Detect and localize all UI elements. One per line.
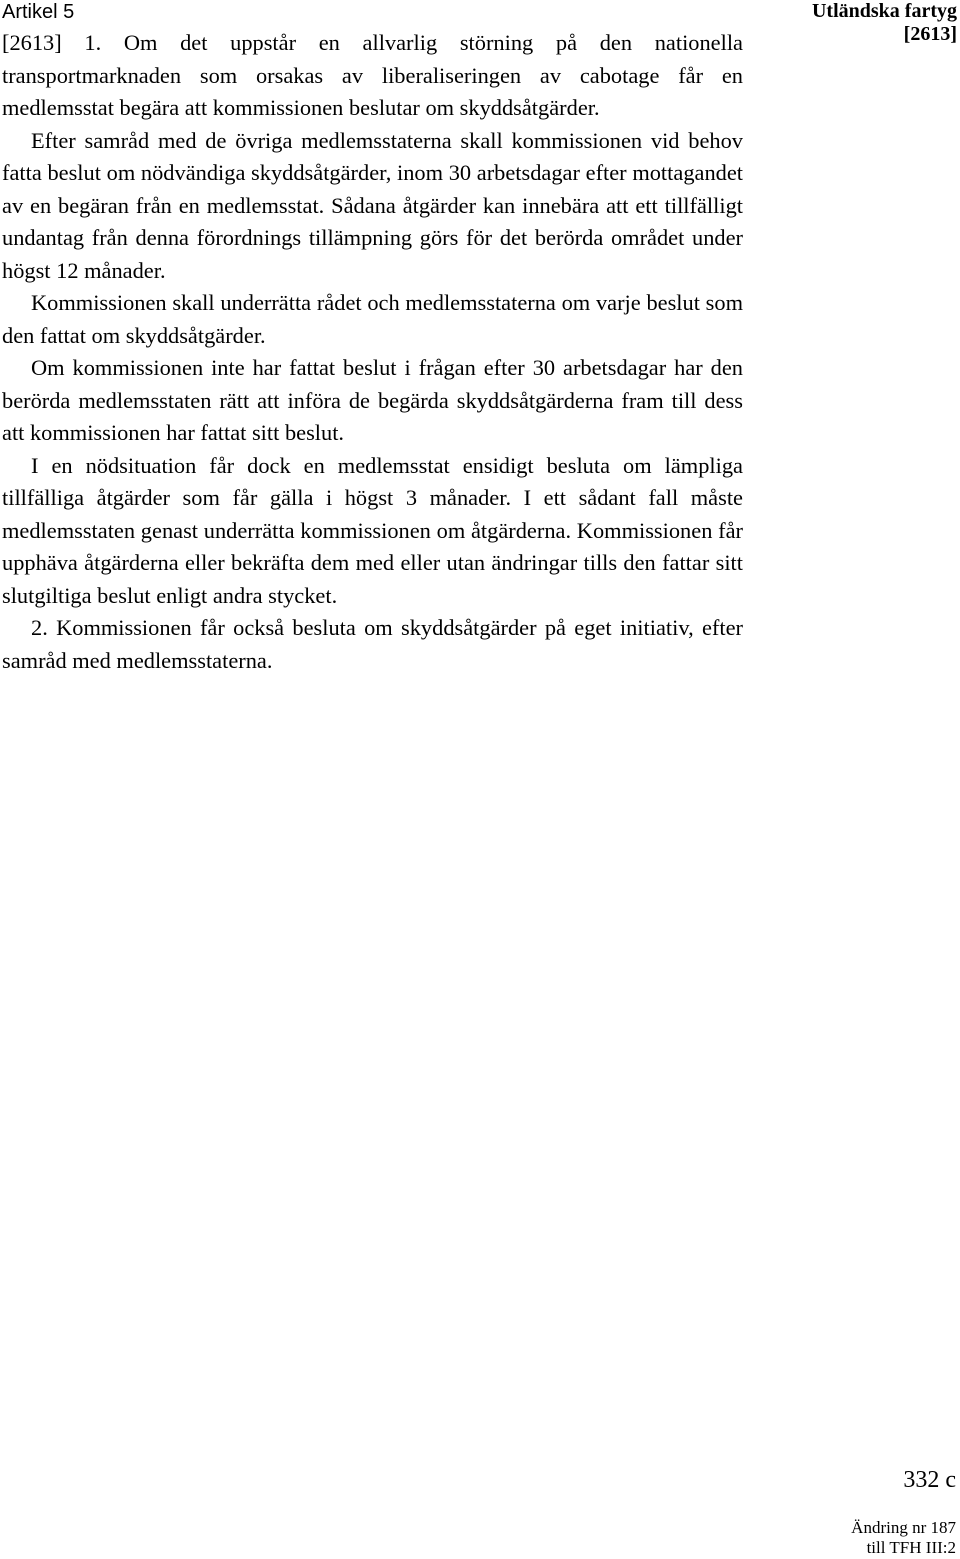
amendment-line-1: Ändring nr 187 <box>851 1518 956 1537</box>
paragraph-1: [2613] 1. Om det uppstår en allvarlig störning på den nationella transportmarknaden som orsakas av liberaliseringen av cabotage får en medlemsstat begära att kommissionen beslutar om skyddsåtgärder. <box>2 30 743 120</box>
amendment-line-2: till TFH III:2 <box>866 1538 956 1557</box>
page-number: 332 c <box>903 1467 956 1493</box>
paragraph-5: I en nödsituation får dock en medlemsstat ensidigt besluta om lämpliga tillfälliga åtgärder som får gälla i högst 3 månader. I ett sådant fall måste medlemsstaten genast underrätta kommissionen om åtgärderna. Kommissionen får upphäva åtgärderna eller bekräfta dem med eller utan ändringar tills den fattar sitt slutgiltiga beslut enligt andra stycket. <box>2 452 743 608</box>
paragraph-4: Om kommissionen inte har fattat beslut i frågan efter 30 arbetsdagar har den berörda medlemsstaten rätt att införa de begärda skyddsåtgärderna fram till dess att kommissionen har fattat sitt beslut. <box>2 355 743 445</box>
running-head-title: Utländska fartyg <box>811 0 957 22</box>
article-body <box>2 27 743 677</box>
paragraph-2: Efter samråd med de övriga medlemsstaterna skall kommissionen vid behov fatta beslut om nödvändiga skyddsåtgärder, inom 30 arbetsdagar efter mottagandet av en begäran från en medlemsstat. Sådana åtgärder kan innebära att ett tillfälligt undantag från denna förordnings tillämpning görs för det berörda området under högst 12 månader. <box>2 127 743 283</box>
article-heading: Artikel 5 <box>2 1 75 23</box>
paragraph-6: 2. Kommissionen får också besluta om skyddsåtgärder på eget initiativ, efter samråd med medlemsstaterna. <box>2 615 743 673</box>
running-head-reference: [2613] <box>903 23 957 45</box>
amendment-note <box>851 1518 956 1558</box>
paragraph-3: Kommissionen skall underrätta rådet och medlemsstaterna om varje beslut som den fattat om skyddsåtgärder. <box>2 290 743 348</box>
running-head <box>812 0 957 46</box>
